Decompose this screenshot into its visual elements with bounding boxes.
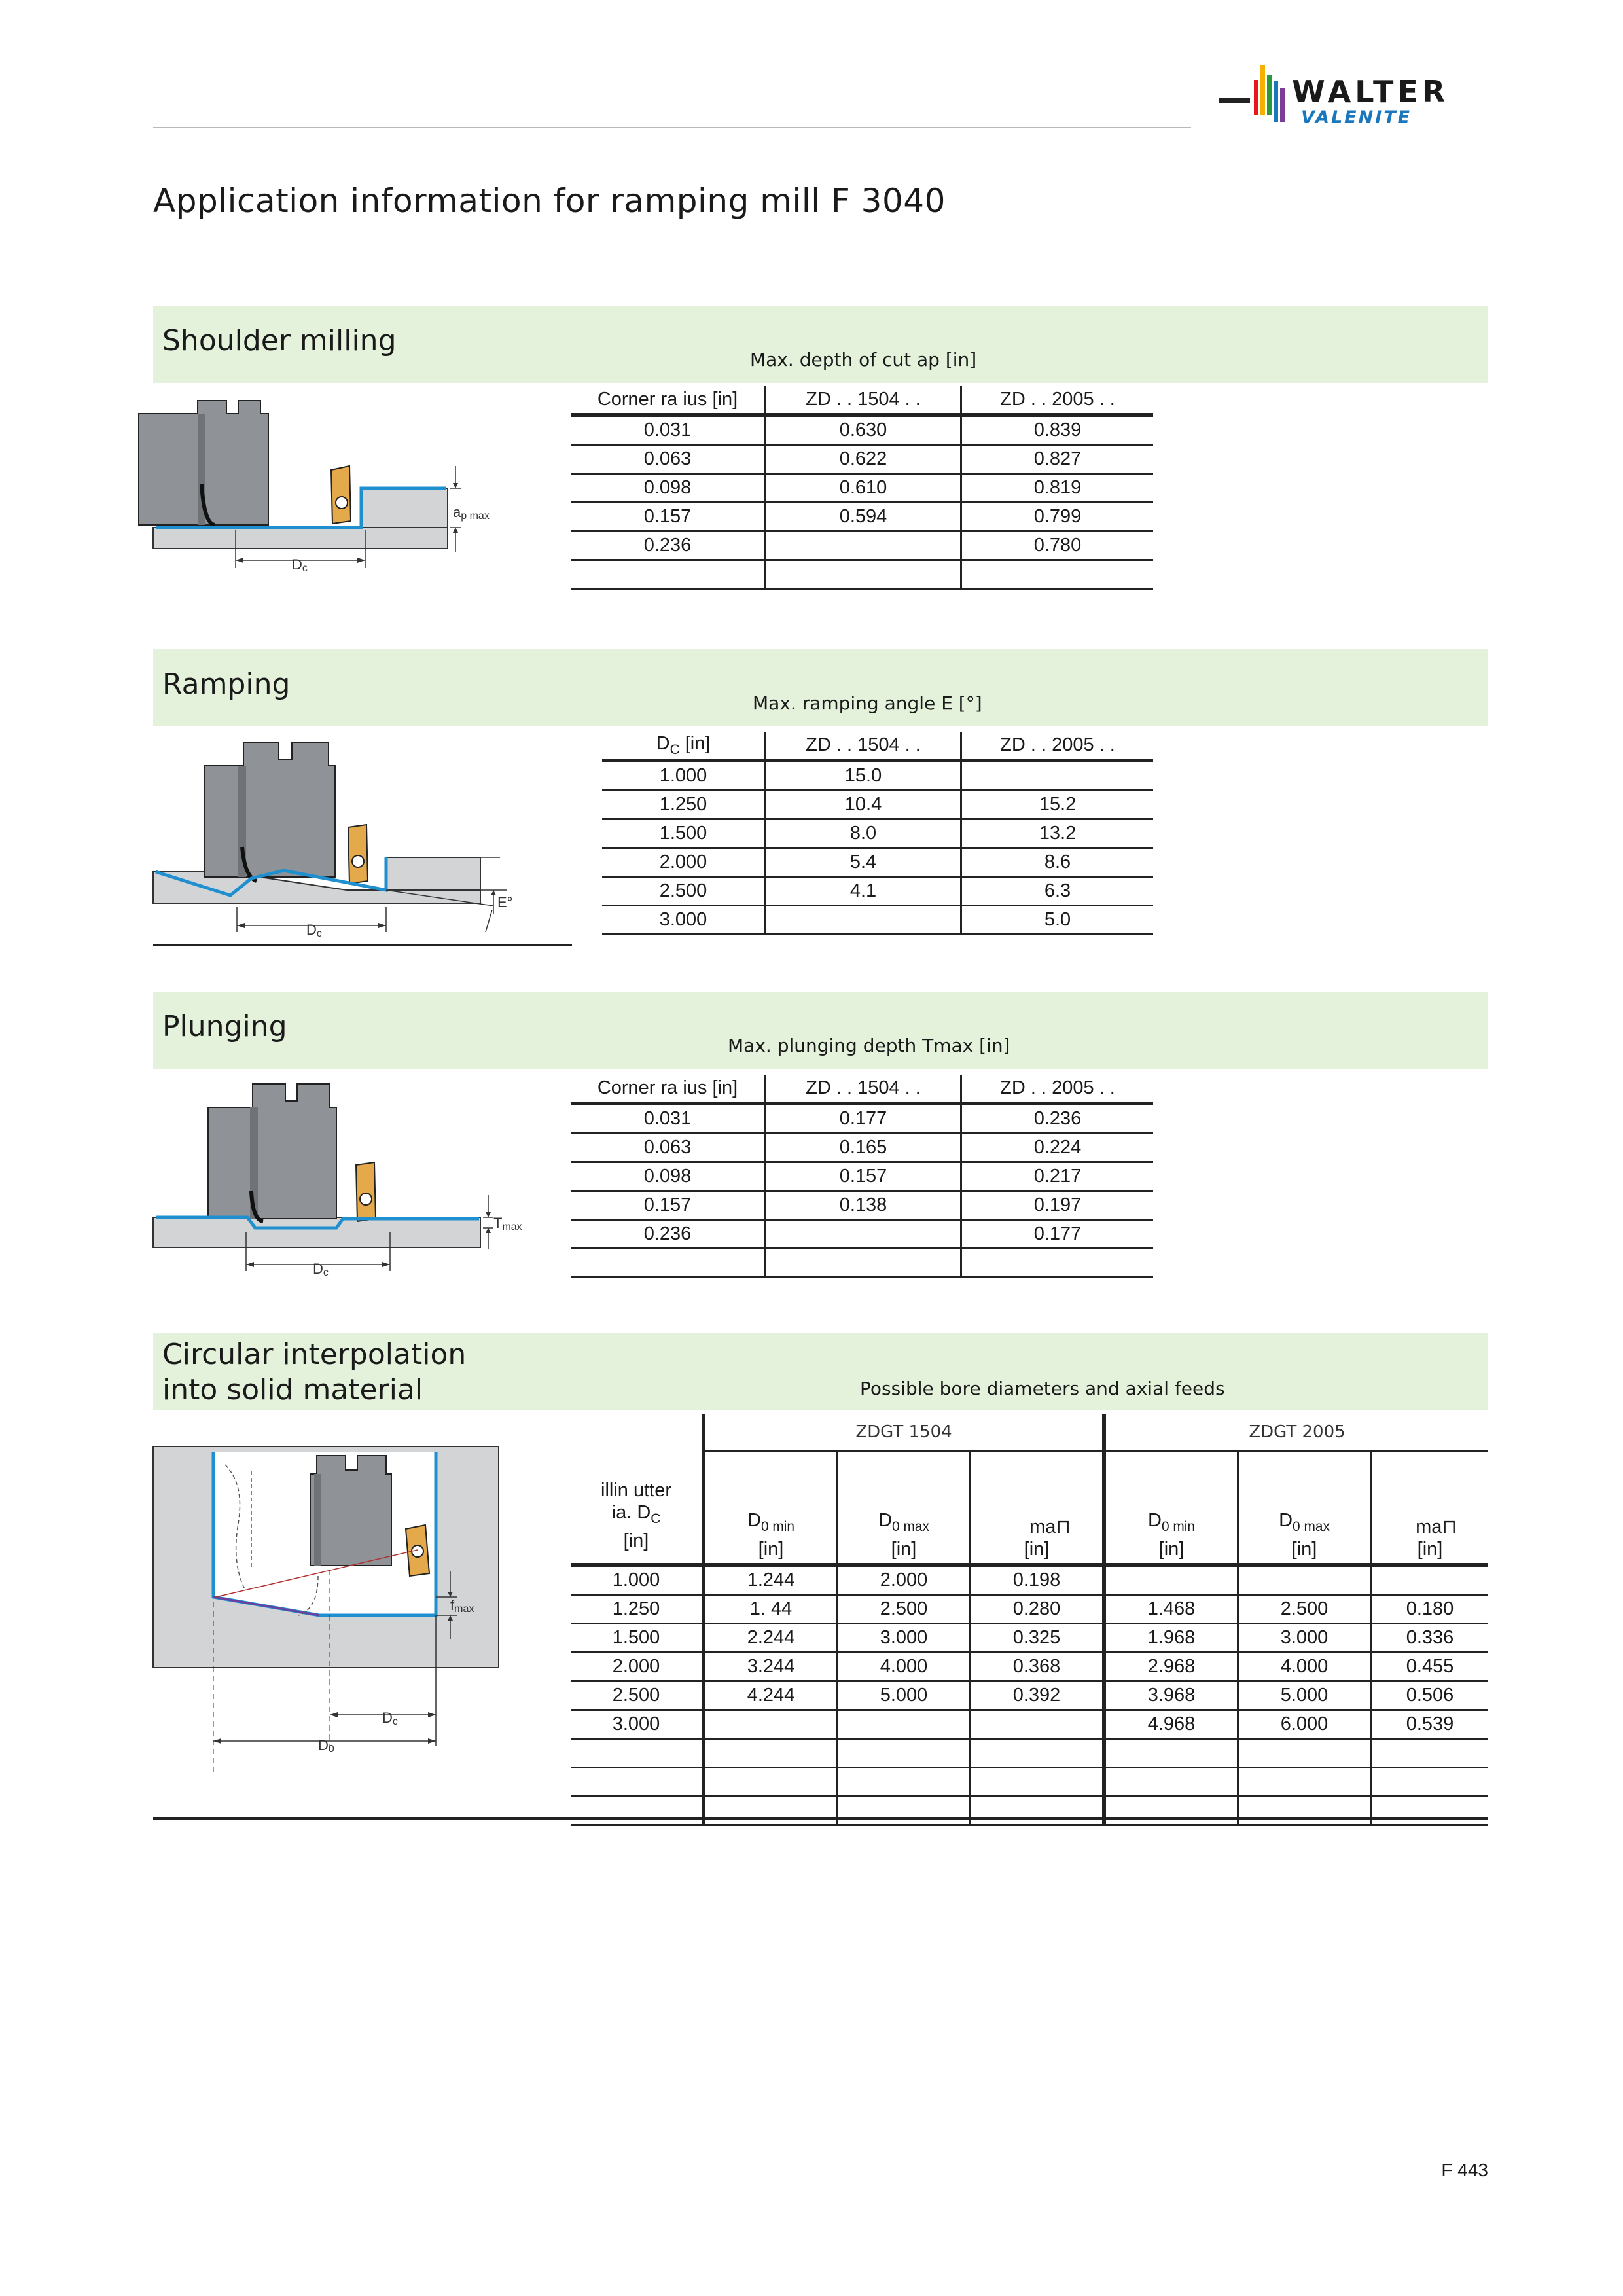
cell: 0.780: [961, 531, 1154, 560]
table-row: [571, 1796, 1488, 1825]
cell: 3.968: [1104, 1681, 1238, 1710]
table-row: [571, 1162, 1153, 1191]
cell: [971, 1710, 1105, 1738]
cell: [571, 1796, 704, 1825]
cell: 0.336: [1371, 1623, 1489, 1652]
cell: 0.165: [766, 1134, 961, 1162]
cell: 2.968: [1104, 1652, 1238, 1681]
circular-table-bottom-rule: [153, 1817, 1488, 1820]
cell: 2.000: [838, 1565, 971, 1595]
cell: 1.250: [602, 791, 766, 819]
cell: 4.968: [1104, 1710, 1238, 1738]
table-row: [602, 906, 1153, 935]
circular-table: [571, 1414, 1488, 1826]
table-row: [571, 445, 1153, 474]
cell: 3.000: [602, 906, 766, 935]
cell: 0.098: [571, 1162, 766, 1191]
cell: 4.1: [766, 877, 961, 906]
cell: 0.157: [766, 1162, 961, 1191]
cell: 0.839: [961, 415, 1154, 445]
cell: 13.2: [961, 819, 1154, 848]
cell: 1.000: [602, 761, 766, 791]
column-header: $D_{0 max}$ [in]: [1238, 1452, 1371, 1565]
header-line: illin utter: [601, 1479, 671, 1501]
cell: [1371, 1565, 1489, 1595]
cell: 0.610: [766, 474, 961, 503]
table-row: [571, 531, 1153, 560]
cell: 0.827: [961, 445, 1154, 474]
cell: 1.968: [1104, 1623, 1238, 1652]
cell: 3.000: [838, 1623, 971, 1652]
cell: [838, 1796, 971, 1825]
section-plunging-header: [153, 992, 1488, 1069]
table-row: [571, 1652, 1488, 1681]
cell: [704, 1738, 838, 1767]
section-title-line1: Circular interpolation: [162, 1338, 467, 1371]
cell: 0.031: [571, 415, 766, 445]
cell: 3.000: [571, 1710, 704, 1738]
section-subtitle: Max. plunging depth Tmax [in]: [728, 1035, 1010, 1056]
svg-text:Dc: Dc: [306, 922, 322, 939]
table-row: [571, 1681, 1488, 1710]
header-line: ia. $D_C$: [611, 1501, 661, 1526]
group-header-row: [571, 1414, 1488, 1452]
section-title: Ramping: [162, 668, 291, 701]
table-row: [571, 1767, 1488, 1796]
cell: 10.4: [766, 791, 961, 819]
cell: [971, 1738, 1105, 1767]
column-header: Corner ra ius [in]: [571, 1075, 766, 1103]
ramping-table: [602, 732, 1153, 935]
table-row: [571, 1191, 1153, 1220]
cell: 2.500: [1238, 1594, 1371, 1623]
cell: [961, 560, 1154, 589]
cell: [971, 1796, 1105, 1825]
section-shoulder-header: [153, 306, 1488, 383]
cell: 5.4: [766, 848, 961, 877]
cell: 0.539: [1371, 1710, 1489, 1738]
cell: 15.2: [961, 791, 1154, 819]
table-row: [571, 1103, 1153, 1134]
cell: 5.000: [1238, 1681, 1371, 1710]
cell: 2.500: [602, 877, 766, 906]
cell: [1371, 1738, 1489, 1767]
cell: 1.500: [602, 819, 766, 848]
plunging-diagram: [153, 1080, 546, 1276]
cell: 0.031: [571, 1103, 766, 1134]
group-header-2005: ZDGT 2005: [1104, 1414, 1488, 1452]
cell: [1104, 1738, 1238, 1767]
section-title: Plunging: [162, 1010, 287, 1043]
cell: 0.177: [766, 1103, 961, 1134]
angle-label: E°: [497, 894, 513, 910]
header-rule: [153, 127, 1191, 128]
cell: [961, 761, 1154, 791]
cell: [571, 560, 766, 589]
cell: 3.000: [1238, 1623, 1371, 1652]
feed-label: fmax: [450, 1597, 474, 1615]
cell: [1104, 1796, 1238, 1825]
depth-label: ap max: [453, 504, 490, 522]
section-title-line2: into solid material: [162, 1373, 423, 1407]
cell: 0.197: [961, 1191, 1154, 1220]
company-logo: [1219, 62, 1488, 134]
cell: 1.244: [704, 1565, 838, 1595]
column-header: ZD . . 2005 . .: [961, 732, 1154, 761]
cell: [766, 560, 961, 589]
cell: 0.819: [961, 474, 1154, 503]
column-header: $D_{0 min}$ [in]: [704, 1452, 838, 1565]
cell: 2.244: [704, 1623, 838, 1652]
column-header: ZD . . 2005 . .: [961, 1075, 1154, 1103]
cell: 1. 44: [704, 1594, 838, 1623]
cell: [1104, 1565, 1238, 1595]
table-row: [602, 791, 1153, 819]
section-title: Shoulder milling: [162, 324, 397, 357]
cell: [766, 1220, 961, 1249]
cell: 0.236: [961, 1103, 1154, 1134]
cell: [838, 1710, 971, 1738]
cell: 0.217: [961, 1162, 1154, 1191]
table-row: [571, 474, 1153, 503]
logo-text-bottom: VALENITE: [1301, 107, 1412, 128]
cell: 6.3: [961, 877, 1154, 906]
table-row: [602, 819, 1153, 848]
cell: 0.325: [971, 1623, 1105, 1652]
cell: 5.0: [961, 906, 1154, 935]
page-title: Application information for ramping mill F 3040: [153, 182, 946, 220]
column-header: ma⊓ [in]: [1371, 1452, 1489, 1565]
cell: [1238, 1565, 1371, 1595]
table-row: [571, 1134, 1153, 1162]
cell: 0.157: [571, 1191, 766, 1220]
column-header: ZD . . 1504 . .: [766, 1075, 961, 1103]
cell: 2.500: [571, 1681, 704, 1710]
svg-text:Dc: Dc: [382, 1710, 398, 1727]
cell: [838, 1767, 971, 1796]
section-subtitle: Max. depth of cut ap [in]: [750, 349, 977, 370]
cell: 2.000: [602, 848, 766, 877]
cell: 0.157: [571, 503, 766, 531]
cell: [1104, 1767, 1238, 1796]
svg-text:Dc: Dc: [313, 1261, 329, 1278]
cell: 0.799: [961, 503, 1154, 531]
cell: 0.180: [1371, 1594, 1489, 1623]
cell: [1238, 1796, 1371, 1825]
cell: [571, 1767, 704, 1796]
cell: 4.000: [1238, 1652, 1371, 1681]
cell: [766, 531, 961, 560]
shoulder-milling-diagram: [153, 393, 507, 576]
cell: [766, 1249, 961, 1278]
sub-header-row: [571, 1452, 1488, 1565]
plunging-table: [571, 1075, 1153, 1278]
cell: [571, 1738, 704, 1767]
table-row: [571, 1738, 1488, 1767]
cell: 0.506: [1371, 1681, 1489, 1710]
cell: [704, 1796, 838, 1825]
ramping-diagram: [153, 736, 585, 945]
cell: [1238, 1738, 1371, 1767]
cell: 1.000: [571, 1565, 704, 1595]
svg-text:Dc: Dc: [292, 556, 308, 574]
section-subtitle: Max. ramping angle E [°]: [753, 692, 982, 714]
cell: 15.0: [766, 761, 961, 791]
cell: 1.468: [1104, 1594, 1238, 1623]
table-row: [571, 1594, 1488, 1623]
cell: 8.6: [961, 848, 1154, 877]
column-header: ma⊓ [in]: [971, 1452, 1105, 1565]
cell: [838, 1738, 971, 1767]
table-row: [571, 415, 1153, 445]
cell: 0.455: [1371, 1652, 1489, 1681]
cell: 0.622: [766, 445, 961, 474]
table-row: [571, 1710, 1488, 1738]
cell: 0.236: [571, 531, 766, 560]
svg-text:D0: D0: [318, 1737, 334, 1755]
column-header: $D_C$ [in]: [602, 732, 766, 761]
cell: 0.063: [571, 445, 766, 474]
table-row: [571, 1565, 1488, 1595]
section-title: [162, 1337, 466, 1408]
cell: [571, 1249, 766, 1278]
column-header: Corner ra ius [in]: [571, 386, 766, 415]
cell: 3.244: [704, 1652, 838, 1681]
column-header: $D_{0 max}$ [in]: [838, 1452, 971, 1565]
shoulder-table: [571, 386, 1153, 590]
cell: [971, 1767, 1105, 1796]
cell: 6.000: [1238, 1710, 1371, 1738]
table-row: [602, 761, 1153, 791]
depth-label: Tmax: [493, 1215, 522, 1232]
cell: 0.392: [971, 1681, 1105, 1710]
column-header: $D_{0 min}$ [in]: [1104, 1452, 1238, 1565]
cell: 2.000: [571, 1652, 704, 1681]
cell: 0.630: [766, 415, 961, 445]
cell: 0.280: [971, 1594, 1105, 1623]
cell: 0.224: [961, 1134, 1154, 1162]
group-header-1504: ZDGT 1504: [704, 1414, 1104, 1452]
page-number: F 443: [1441, 2160, 1488, 2180]
section-circular-header: [153, 1333, 1488, 1410]
cell: 5.000: [838, 1681, 971, 1710]
cell: 0.063: [571, 1134, 766, 1162]
table-row: [602, 848, 1153, 877]
cell: [704, 1767, 838, 1796]
cell: [1371, 1767, 1489, 1796]
circular-table-body: [571, 1565, 1488, 1825]
column-header: ZD . . 1504 . .: [766, 386, 961, 415]
cell: 0.098: [571, 474, 766, 503]
cell: 0.138: [766, 1191, 961, 1220]
cell: 8.0: [766, 819, 961, 848]
cell: 0.368: [971, 1652, 1105, 1681]
cell: [704, 1710, 838, 1738]
cell: 1.250: [571, 1594, 704, 1623]
cell: 0.594: [766, 503, 961, 531]
cell: 0.177: [961, 1220, 1154, 1249]
column-header: [571, 1452, 704, 1565]
cell: 0.198: [971, 1565, 1105, 1595]
cell: [961, 1249, 1154, 1278]
column-header: ZD . . 1504 . .: [766, 732, 961, 761]
table-row: [571, 1220, 1153, 1249]
table-row: [571, 1249, 1153, 1278]
header-line: [in]: [623, 1530, 649, 1552]
table-row: [571, 503, 1153, 531]
cell: 1.500: [571, 1623, 704, 1652]
cell: 2.500: [838, 1594, 971, 1623]
cell: 4.244: [704, 1681, 838, 1710]
section-ramping-header: [153, 649, 1488, 726]
column-header: ZD . . 2005 . .: [961, 386, 1154, 415]
table-row: [571, 1623, 1488, 1652]
cell: [1238, 1767, 1371, 1796]
cell: 4.000: [838, 1652, 971, 1681]
table-row: [571, 560, 1153, 589]
cell: [766, 906, 961, 935]
section-subtitle: Possible bore diameters and axial feeds: [860, 1378, 1225, 1399]
cell: [1371, 1796, 1489, 1825]
circular-interpolation-diagram: [153, 1445, 572, 1753]
cell: 0.236: [571, 1220, 766, 1249]
logo-text-top: WALTER: [1292, 74, 1450, 109]
table-row: [602, 877, 1153, 906]
